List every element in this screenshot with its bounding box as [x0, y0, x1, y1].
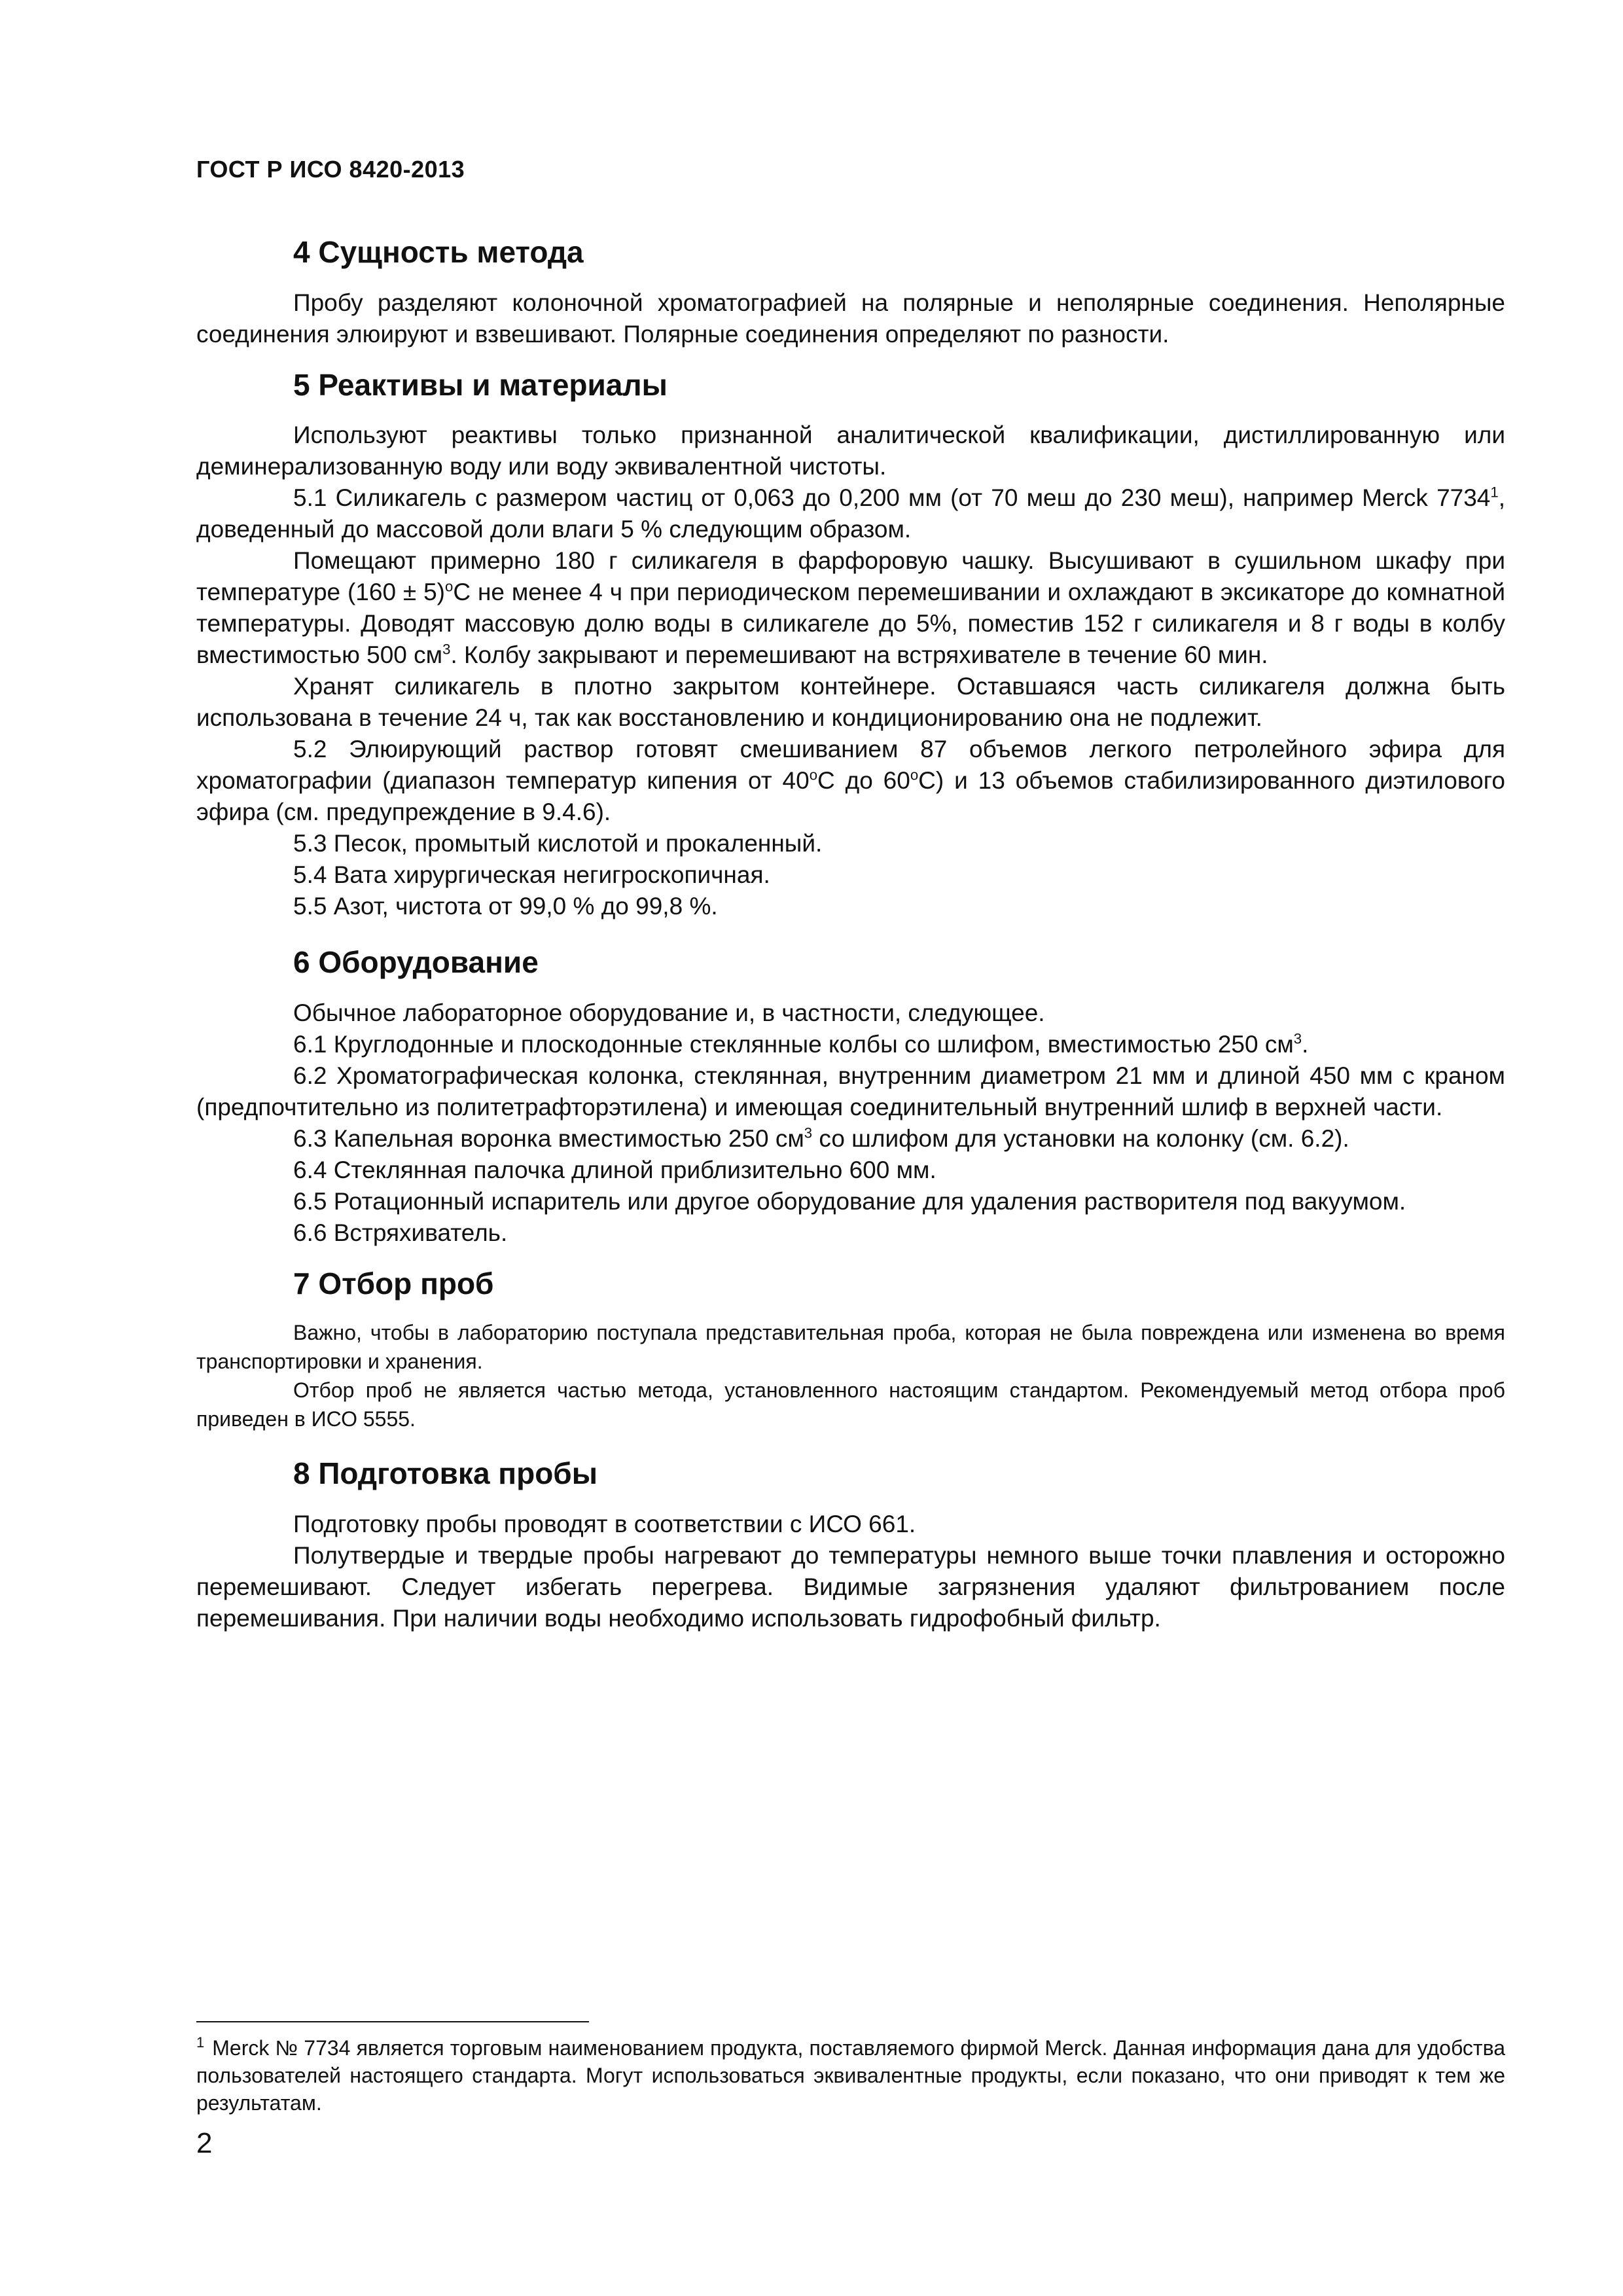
- section-7-paragraph-2: Отбор проб не является частью метода, установленного настоящим стандартом. Рекомендуемый метод отбора проб приведен в ИСО 5555.: [196, 1378, 1505, 1431]
- item-5-1: 5.1 Силикагель с размером частиц от 0,063 до 0,200 мм (от 70 меш до 230 меш), например Merck 7734$^1$, доведенный до массовой доли влаги 5 % следующим образом.: [196, 484, 1505, 543]
- footnote-mark: 1: [196, 2034, 205, 2051]
- section-8-paragraph-2: Полутвердые и твердые пробы нагревают до температуры немного выше точки плавления и осторожно перемешивают. Следует избегать перегрева. Видимые загрязнения удаляют фильтрованием после перемешивания. При наличии воды необходимо использовать гидрофобный фильтр.: [196, 1541, 1505, 1632]
- item-5-1-storage: Хранят силикагель в плотно закрытом контейнере. Оставшаяся часть силикагеля должна быть использована в течение 24 ч, так как восстановлению и кондиционированию она не подлежит.: [196, 673, 1505, 732]
- item-6-4: 6.4 Стеклянная палочка длиной приблизительно 600 мм.: [293, 1156, 936, 1183]
- section-8-paragraph-1: Подготовку пробы проводят в соответствии с ИСО 661.: [293, 1510, 916, 1537]
- section-4-paragraph: Пробу разделяют колоночной хроматографией на полярные и неполярные соединения. Неполярные соединения элюируют и взвешивают. Полярные соединения определяют по разности.: [196, 289, 1505, 348]
- item-5-4: 5.4 Вата хирургическая негигроскопичная.: [293, 861, 770, 889]
- section-4: [196, 236, 1505, 350]
- section-8: [196, 1457, 1505, 1634]
- item-6-2: 6.2 Хроматографическая колонка, стеклянная, внутренним диаметром 21 мм и длиной 450 мм с краном (предпочтительно из политетрафторэтилена) и имеющая соединительный внутренний шлиф в верхней части.: [196, 1062, 1505, 1121]
- section-5-intro: Используют реактивы только признанной аналитической квалификации, дистиллированную или деминерализованную воду или воду эквивалентной чистоты.: [196, 422, 1505, 480]
- section-4-title: 4 Сущность метода: [293, 235, 584, 269]
- item-6-1: 6.1 Круглодонные и плоскодонные стеклянные колбы со шлифом, вместимостью 250 $см^3$.: [293, 1030, 1309, 1058]
- document-header: ГОСТ Р ИСО 8420-2013: [196, 156, 465, 183]
- item-6-5: 6.5 Ротационный испаритель или другое оборудование для удаления растворителя под вакуумом.: [293, 1187, 1406, 1215]
- footnote-ref: 1: [1490, 484, 1499, 501]
- section-6: [196, 946, 1505, 1249]
- section-6-intro: Обычное лабораторное оборудование и, в частности, следующее.: [293, 999, 1045, 1026]
- item-5-3: 5.3 Песок, промытый кислотой и прокаленный.: [293, 830, 823, 857]
- section-5: [196, 368, 1505, 923]
- footnote-divider: [196, 2021, 589, 2022]
- item-5-2: 5.2 Элюирующий раствор готовят смешиванием 87 объемов легкого петролейного эфира для хроматографии (диапазон температур кипения от $40^оС$ до $60^оС$) и 13 объемов стабилизированного диэтилового эфира (см. предупреждение в 9.4.6).: [196, 736, 1505, 826]
- item-6-6: 6.6 Встряхиватель.: [293, 1219, 508, 1246]
- footnote-text: Merck № 7734 является торговым наименованием продукта, поставляемого фирмой Merck. Данная информация дана для удобства пользователей настоящего стандарта. Могут использоваться эквивалентные продукты, если показано, что они приводят к тем же результатам.: [196, 2036, 1505, 2115]
- document-body: [196, 236, 1505, 1658]
- page-number: 2: [196, 2127, 213, 2159]
- section-8-title: 8 Подготовка пробы: [293, 1456, 597, 1491]
- item-5-5: 5.5 Азот, чистота от 99,0 % до 99,8 %.: [293, 893, 718, 920]
- section-7-paragraph-1: Важно, чтобы в лабораторию поступала представительная проба, которая не была повреждена или изменена во время транспортировки и хранения.: [196, 1321, 1505, 1374]
- section-5-title: 5 Реактивы и материалы: [293, 367, 668, 402]
- item-5-1-procedure: Помещают примерно 180 г силикагеля в фарфоровую чашку. Высушивают в сушильном шкафу при температуре $(160 \pm 5)^оС$ не менее 4 ч при периодическом перемешивании и охлаждают в эксикаторе до комнатной температуры. Доводят массовую долю воды в силикагеле до 5%, поместив 152 г силикагеля и 8 г воды в колбу вместимостью 500 $см^3$. Колбу закрывают и перемешивают на встряхивателе в течение 60 мин.: [196, 547, 1505, 669]
- section-6-title: 6 Оборудование: [293, 945, 539, 980]
- section-7: [196, 1267, 1505, 1434]
- section-7-title: 7 Отбор проб: [293, 1266, 494, 1300]
- item-6-3: 6.3 Капельная воронка вместимостью 250 $см^3$ со шлифом для установки на колонку (см. 6.2).: [293, 1124, 1349, 1152]
- footnote: [196, 2034, 1505, 2117]
